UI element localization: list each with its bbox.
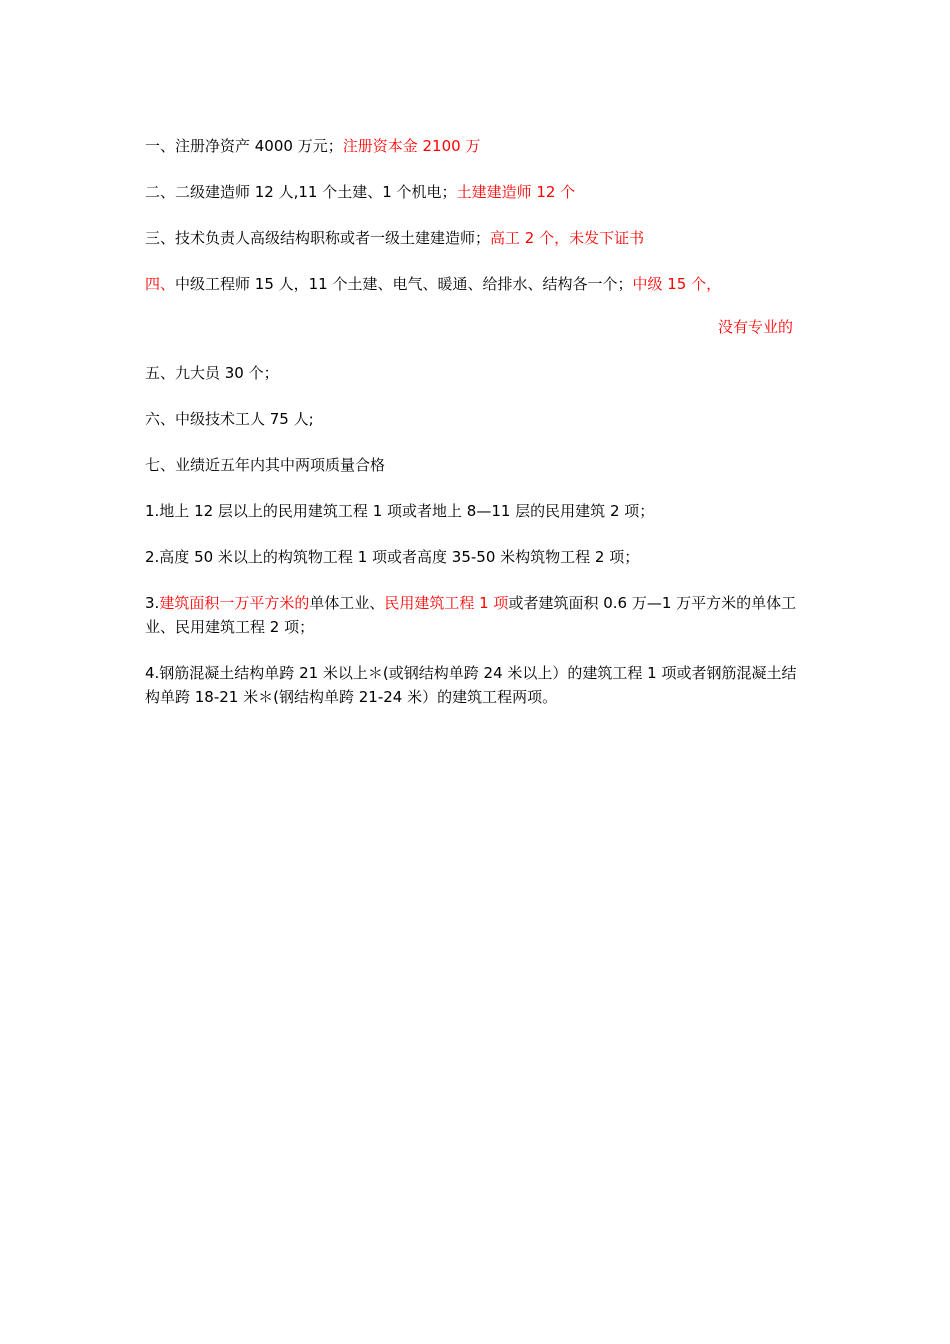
item-performance-3 — [145, 591, 810, 639]
item-note-continued: 没有专业的 — [717, 318, 793, 336]
item-note: 土建建造师 12 个 — [456, 183, 576, 201]
item-text: 七、业绩近五年内其中两项质量合格 — [145, 456, 386, 474]
item-intermediate-engineers — [145, 272, 810, 296]
item-nine-staff — [145, 361, 810, 385]
item-text: 三、技术负责人高级结构职称或者一级土建建造师； — [145, 229, 491, 247]
item-highlight: 民用建筑工程 1 项 — [384, 594, 509, 612]
item-text: 单体工业、 — [309, 594, 385, 612]
item-text: 一、注册净资产 4000 万元； — [145, 137, 343, 155]
item-performance-heading — [145, 453, 810, 477]
item-note: 高工 2 个，未发下证书 — [490, 229, 645, 247]
item-text: 1.地上 12 层以上的民用建筑工程 1 项或者地上 8—11 层的民用建筑 2 项； — [145, 502, 655, 520]
item-registered-assets — [145, 134, 810, 158]
item-note: 中级 15 个， — [632, 275, 722, 293]
item-text: 3. — [145, 594, 160, 612]
item-text: 中级工程师 15 人，11 个土建、电气、暖通、给排水、结构各一个； — [175, 275, 633, 293]
item-technical-lead — [145, 226, 810, 250]
item-performance-1 — [145, 499, 810, 523]
item-highlight: 建筑面积一万平方米的 — [159, 594, 310, 612]
item-performance-2 — [145, 545, 810, 569]
item-text: 4.钢筋混凝土结构单跨 21 米以上＊(或钢结构单跨 24 米以上）的建筑工程 1 项或者钢筋混凝土结构单跨 18-21 米＊(钢结构单跨 21-24 米）的建筑工程两项。 — [145, 664, 797, 706]
item-text: 五、九大员 30 个； — [145, 364, 279, 382]
item-note: 注册资本金 2100 万 — [342, 137, 481, 155]
item-performance-4 — [145, 661, 810, 709]
item-prefix: 四、 — [145, 275, 176, 293]
item-intermediate-engineers-note — [145, 315, 810, 339]
item-text: 2.高度 50 米以上的构筑物工程 1 项或者高度 35-50 米构筑物工程 2 项； — [145, 548, 640, 566]
item-text: 或者建筑面积 0.6 万—1 万平方米的单体工业、民用建筑工程 2 项； — [145, 594, 797, 636]
item-technical-workers — [145, 407, 810, 431]
item-text: 二、二级建造师 12 人,11 个土建、1 个机电； — [145, 183, 457, 201]
item-level2-constructors — [145, 180, 810, 204]
document-body — [145, 134, 810, 709]
item-text: 六、中级技术工人 75 人; — [145, 410, 314, 428]
